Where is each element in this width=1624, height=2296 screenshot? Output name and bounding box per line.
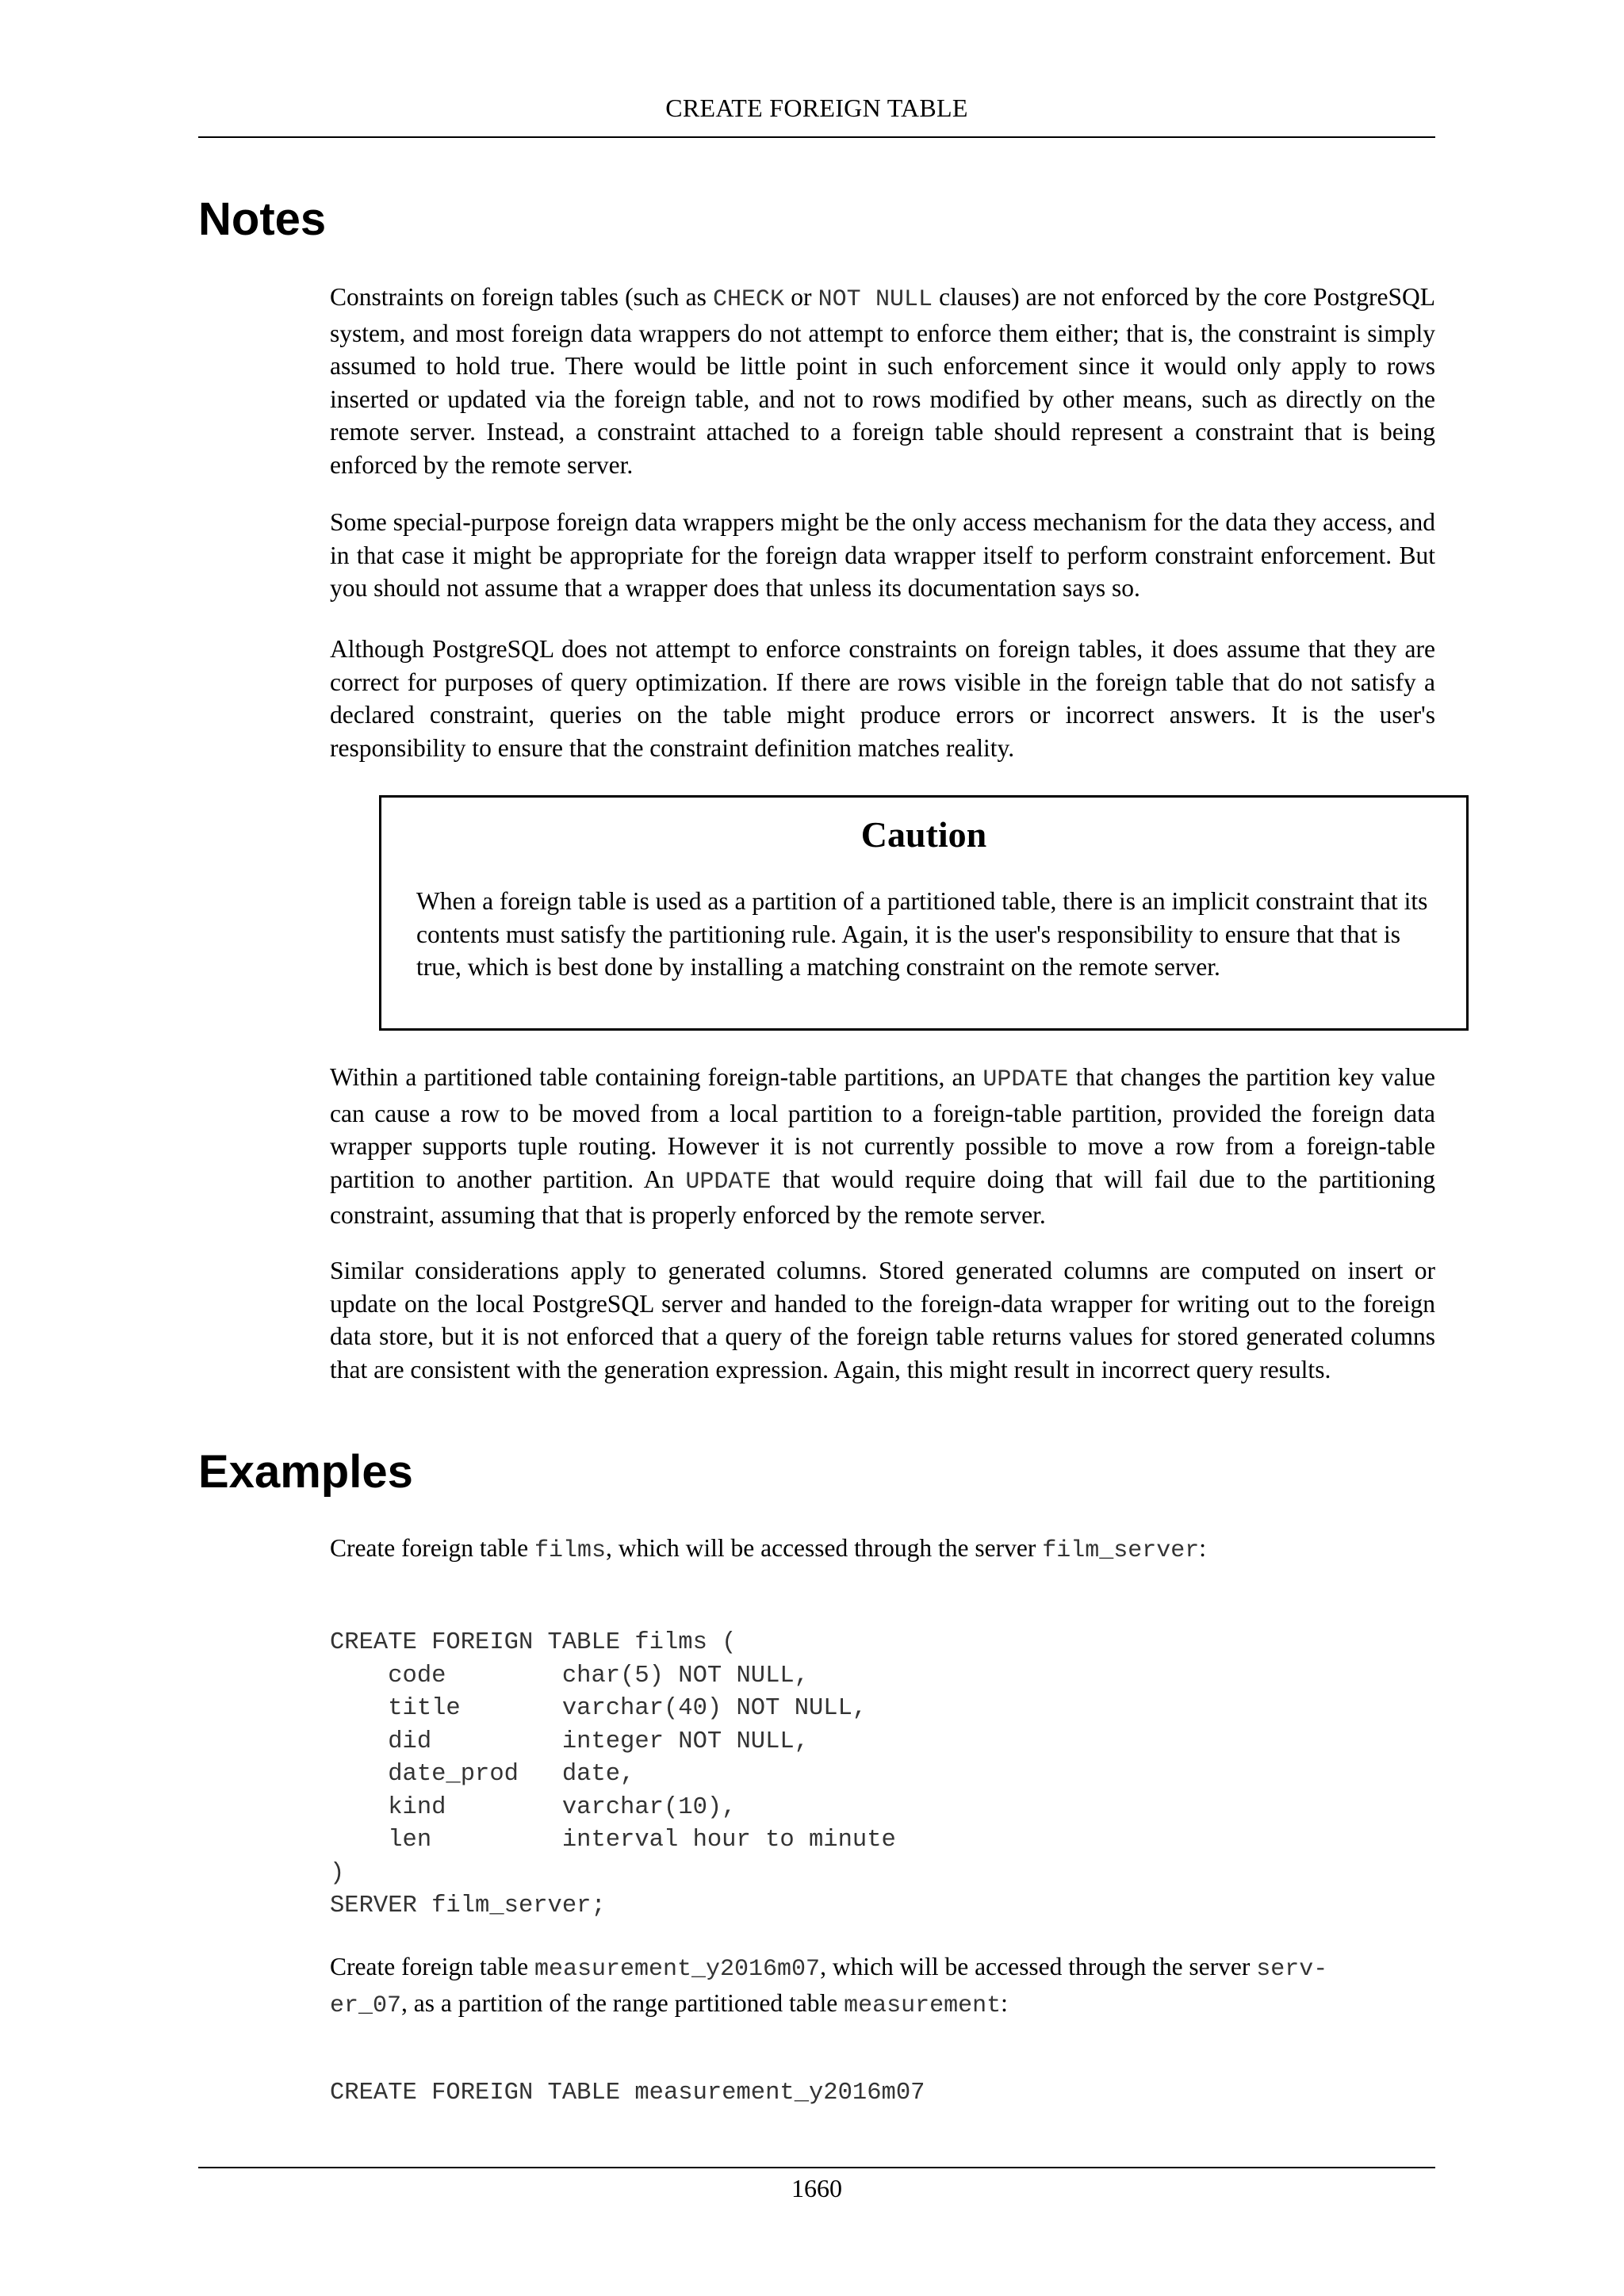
text-run: Create foreign table [330, 1534, 534, 1562]
caution-title: Caution [860, 814, 987, 855]
examples-paragraph-1 [330, 1532, 1435, 1568]
examples-paragraph-2 [330, 1950, 1435, 2022]
notes-paragraph-4 [330, 1061, 1435, 1232]
inline-code-measurement-y2016m07: measurement_y2016m07 [534, 1956, 821, 1983]
inline-code-films: films [534, 1537, 607, 1564]
code-example-measurement: CREATE FOREIGN TABLE measurement_y2016m07 [330, 2080, 925, 2107]
inline-code-server-07: serv- [1256, 1956, 1328, 1983]
text-run: : [1001, 1988, 1008, 2017]
header-rule [198, 136, 1435, 138]
notes-paragraph-5: Similar considerations apply to generated columns. Stored generated columns are computed on insert or update on the local PostgreSQL server and handed to the foreign-data wrapper for writing out to the foreign data store, but it is not enforced that a query of the foreign table returns values for stored generated columns that are consistent with the generation expression. Again, this might result in incorrect query results. [330, 1257, 1435, 1383]
text-run: , which will be accessed through the server [820, 1953, 1257, 1980]
inline-code-film-server: film_server [1042, 1537, 1200, 1564]
footer-rule [198, 2167, 1435, 2168]
notes-paragraph-1 [330, 281, 1435, 481]
notes-paragraph-2: Some special-purpose foreign data wrappers might be the only access mechanism for the data they access, and in that case it might be appropriate for the foreign data wrapper itself to perform constraint enforcement. But you should not assume that a wrapper does that unless its documentation says so. [330, 508, 1435, 602]
text-run: that changes the partition key value can cause a row to be moved from a local partition to a foreign-table partition, provided the foreign data wrapper supports tuple routing. However it is not currently possible to move a row from a foreign-table partition to another partition. An [330, 1063, 1436, 1193]
code-example-films: CREATE FOREIGN TABLE films ( code char(5) NOT NULL, title varchar(40) NOT NULL, did integer NOT NULL, date_prod date, kind varchar(10), len interval hour to minute ) SERVER film_server; [330, 1629, 896, 1919]
notes-heading: Notes [198, 193, 327, 245]
inline-code-check: CHECK [713, 286, 785, 313]
text-run: or [784, 283, 818, 311]
text-run: : [1199, 1534, 1207, 1562]
inline-code-update: UPDATE [685, 1168, 772, 1196]
text-run: Within a partitioned table containing foreign-table partitions, an [330, 1063, 983, 1091]
caution-body: When a foreign table is used as a partition of a partitioned table, there is an implicit constraint that its contents must satisfy the partitioning rule. Again, it is the user's responsibility to ensure that that is true, which is best done by installing a matching constraint on the remote server. [416, 887, 1428, 981]
inline-code-not-null: NOT NULL [818, 286, 933, 313]
running-header: CREATE FOREIGN TABLE [665, 94, 968, 122]
notes-paragraph-3: Although PostgreSQL does not attempt to enforce constraints on foreign tables, it does assume that they are correct for purposes of query optimization. If there are rows visible in the foreign table that do not satisfy a declared constraint, queries on the table might produce errors or incorrect answers. It is the user's responsibility to ensure that the constraint definition matches reality. [330, 635, 1435, 762]
caution-box [379, 795, 1469, 1031]
text-run: that would require doing that will fail due to the partitioning constraint, assuming that that is properly enforced by the remote server. [330, 1165, 1436, 1229]
inline-code-update: UPDATE [982, 1066, 1069, 1093]
text-run: Create foreign table [330, 1953, 534, 1980]
inline-code-measurement: measurement [844, 1992, 1002, 2019]
inline-code-server-07-cont: er_07 [330, 1992, 402, 2019]
text-run: clauses) are not enforced by the core PostgreSQL system, and most foreign data wrappers do not attempt to enforce them either; that is, the constraint is simply assumed to hold true. There would be little point in such enforcement since it would only apply to rows inserted or updated via the foreign table, and not to rows modified by other means, such as directly on the remote server. Instead, a constraint attached to a foreign table should represent a constraint that is being enforced by the remote server. [330, 283, 1435, 479]
text-run: , as a partition of the range partitioned table [401, 1988, 845, 2017]
page-number: 1660 [791, 2174, 842, 2202]
text-run: , which will be accessed through the server [606, 1534, 1043, 1562]
examples-heading: Examples [198, 1446, 413, 1498]
text-run: Constraints on foreign tables (such as [330, 283, 714, 311]
